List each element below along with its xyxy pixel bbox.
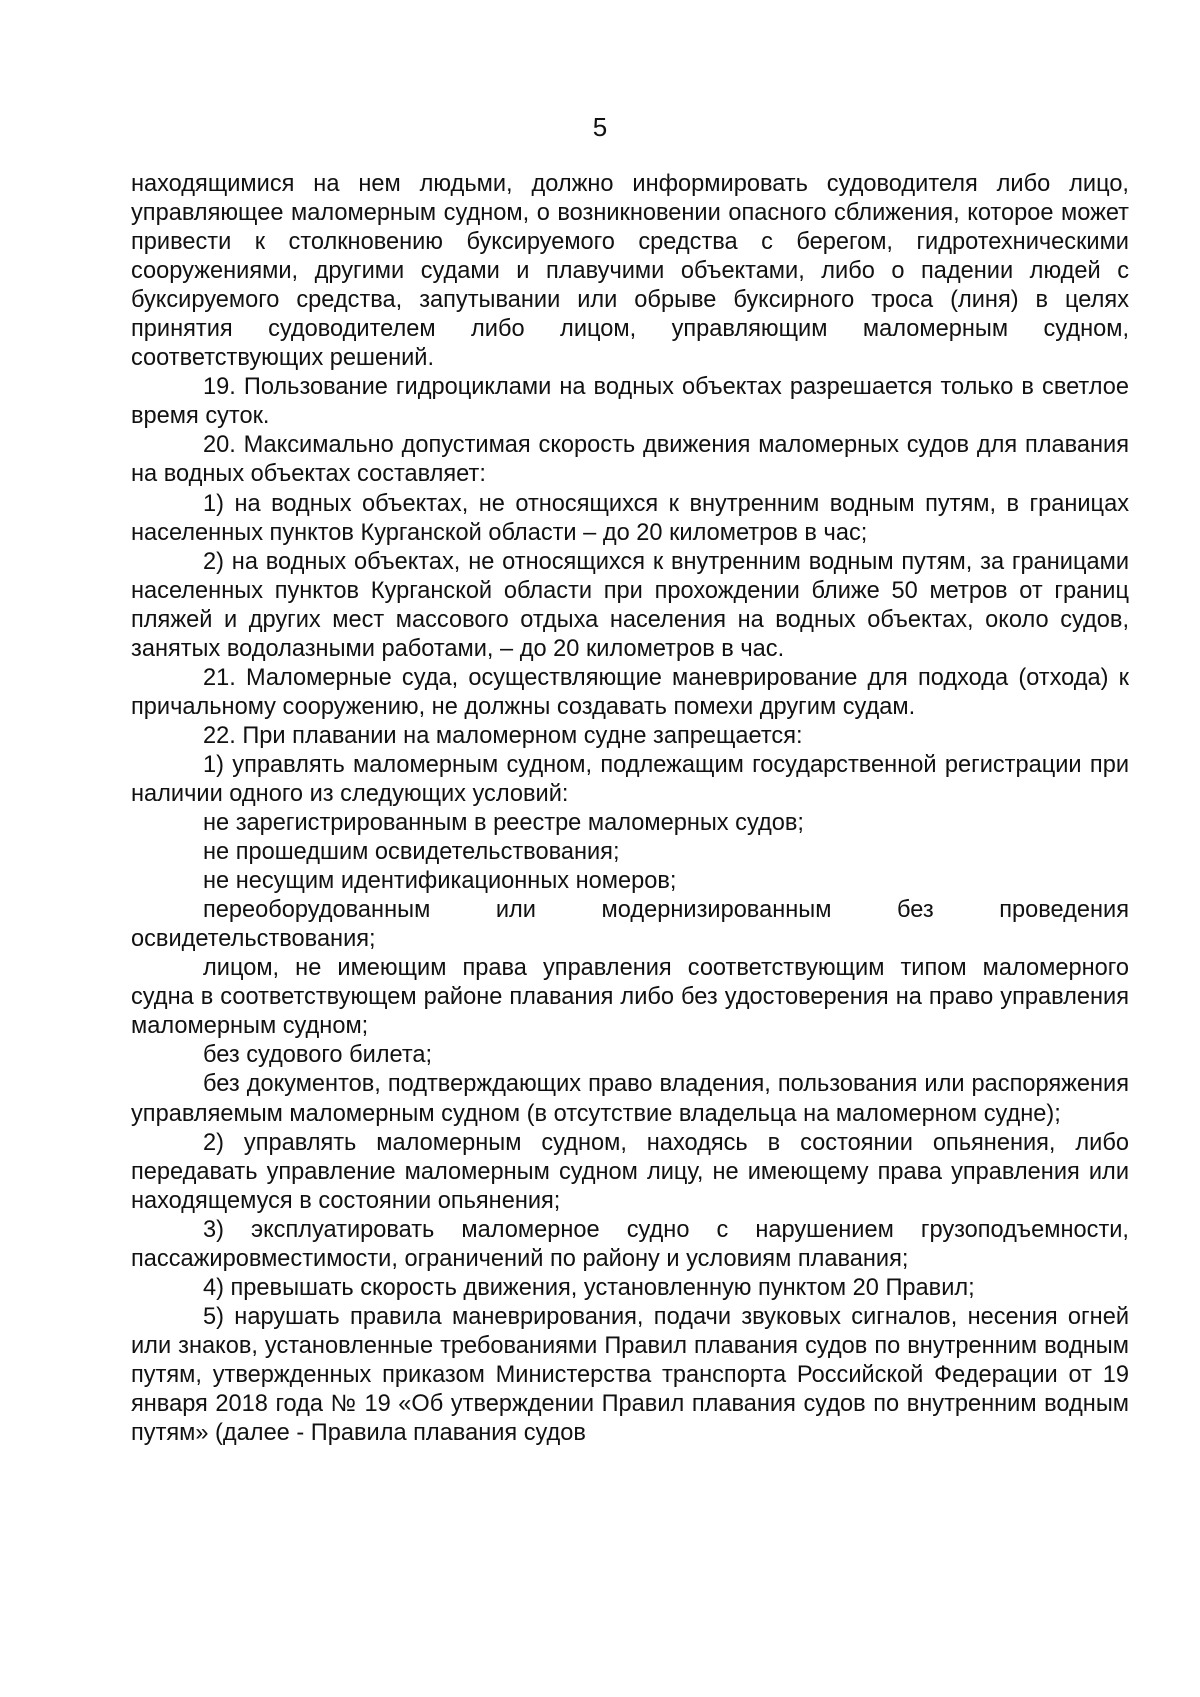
document-body: [131, 170, 1129, 1448]
paragraph-22: 22. При плавании на маломерном судне запрещается:: [203, 722, 803, 749]
paragraph-22-item-5: 5) нарушать правила маневрирования, подачи звуковых сигналов, несения огней или знаков, установленные требованиями Правил плавания судов по внутренним водным путям, утвержденных приказом Министерства транспорта Российской Федерации от 19 января 2018 года № 19 «Об утверждении Правил плавания судов по внутренним водным путям» (далее - Правила плавания судов: [131, 1303, 1129, 1447]
paragraph-20-item-2: 2) на водных объектах, не относящихся к внутренним водным путям, за границами населенных пунктов Курганской области при прохождении ближе 50 метров от границ пляжей и других мест массового отдыха населения на водных объектах, около судов, занятых водолазными работами, – до 20 километров в час.: [131, 548, 1129, 662]
condition-unregistered: не зарегистрированным в реестре маломерных судов;: [203, 810, 804, 837]
paragraph-22-item-3: 3) эксплуатировать маломерное судно с нарушением грузоподъемности, пассажировместимости, ограничений по району и условиям плавания;: [131, 1216, 1129, 1272]
paragraph-19: 19. Пользование гидроциклами на водных объектах разрешается только в светлое время суток.: [131, 374, 1129, 430]
condition-modified: переоборудованным или модернизированным без проведения освидетельствования;: [131, 897, 1129, 953]
condition-no-ownership-docs: без документов, подтверждающих право владения, пользования или распоряжения управляемым маломерным судном (в отсутствие владельца на маломерном судне);: [131, 1071, 1129, 1127]
condition-not-inspected: не прошедшим освидетельствования;: [203, 839, 620, 866]
paragraph-continuation: находящимися на нем людьми, должно информировать судоводителя либо лицо, управляющее маломерным судном, о возникновении опасного сближения, которое может привести к столкновению буксируемого средства с берегом, гидротехническими сооружениями, другими судами и плавучими объектами, либо о падении людей с буксируемого средства, запутывании или обрыве буксирного троса (линя) в целях принятия судоводителем либо лицом, управляющим маломерным судном, соответствующих решений.: [131, 171, 1129, 372]
page-number: 5: [592, 112, 608, 142]
paragraph-22-item-2: 2) управлять маломерным судном, находясь в состоянии опьянения, либо передавать управление маломерным судном лицу, не имеющему права управления или находящемуся в состоянии опьянения;: [131, 1129, 1129, 1214]
paragraph-20: 20. Максимально допустимая скорость движения маломерных судов для плавания на водных объектах составляет:: [131, 432, 1129, 488]
condition-no-ship-ticket: без судового билета;: [203, 1042, 433, 1069]
condition-no-license: лицом, не имеющим права управления соответствующим типом маломерного судна в соответствующем районе плавания либо без удостоверения на право управления маломерным судном;: [131, 955, 1129, 1040]
paragraph-20-item-1: 1) на водных объектах, не относящихся к внутренним водным путям, в границах населенных пунктов Курганской области – до 20 километров в час;: [131, 490, 1129, 546]
paragraph-22-item-1: 1) управлять маломерным судном, подлежащим государственной регистрации при наличии одного из следующих условий:: [131, 751, 1129, 807]
paragraph-21: 21. Маломерные суда, осуществляющие маневрирование для подхода (отхода) к причальному сооружению, не должны создавать помехи другим судам.: [131, 664, 1129, 720]
paragraph-22-item-4: 4) превышать скорость движения, установленную пунктом 20 Правил;: [203, 1274, 975, 1301]
condition-no-id-numbers: не несущим идентификационных номеров;: [203, 868, 677, 895]
